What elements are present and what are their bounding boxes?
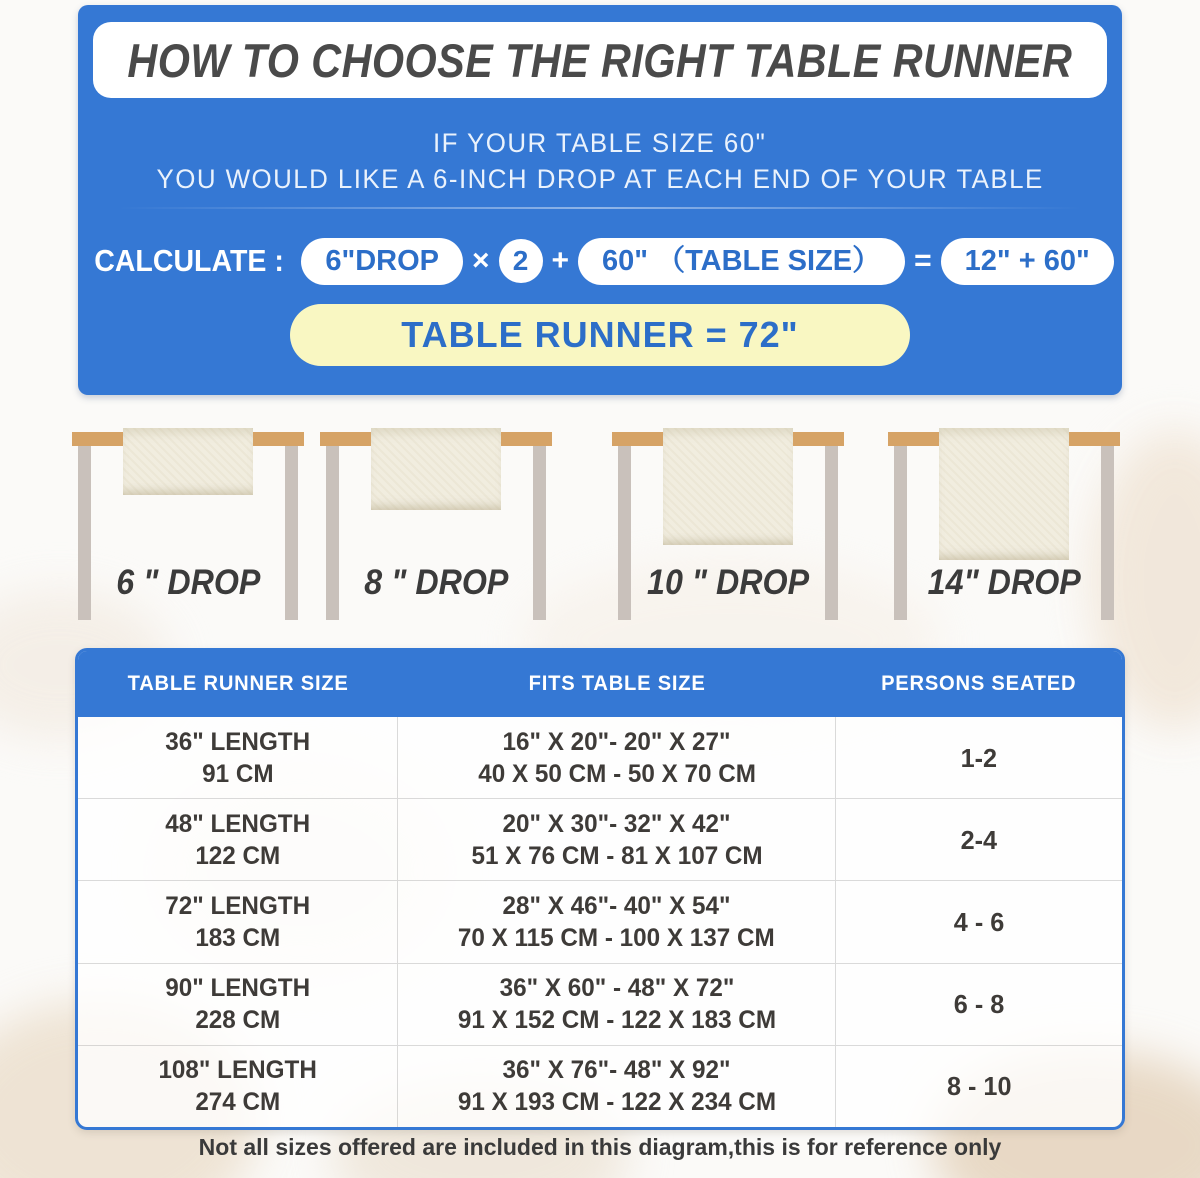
table-row (78, 717, 1122, 798)
sum-pill: 12" + 60" (941, 238, 1114, 285)
multiply-operator: × (471, 244, 490, 277)
cell-persons: 8 - 10 (946, 1071, 1012, 1102)
cell-runner-size: 36" LENGTH 91 CM (164, 727, 310, 788)
cell-persons: 4 - 6 (953, 907, 1005, 937)
cell-runner-size: 72" LENGTH 183 CM (164, 892, 310, 952)
result-text: TABLE RUNNER = 72" (401, 314, 799, 355)
title-banner (93, 22, 1107, 98)
drop-label: 6 " DROP (115, 563, 261, 602)
drop-value-pill: 6"DROP (301, 238, 463, 285)
size-chart-panel (75, 648, 1125, 1130)
cell-fits-size: 36" X 76"- 48" X 92" 91 X 193 CM - 122 X 234 CM (397, 1046, 837, 1127)
equals-operator: = (914, 244, 932, 277)
table-size-pill: 60" （TABLE SIZE） (578, 238, 905, 285)
table-illustration-10-drop (612, 425, 844, 660)
table-row (78, 798, 1122, 880)
size-chart-body (78, 717, 1122, 1127)
intro-line-1: IF YOUR TABLE SIZE 60" (433, 128, 767, 158)
drop-label: 14" DROP (927, 563, 1081, 602)
factor-circle: 2 (499, 239, 543, 283)
footnote (0, 1134, 1200, 1161)
header-panel (78, 5, 1122, 395)
header-runner-size: TABLE RUNNER SIZE (127, 672, 349, 695)
runner-drop-0 (123, 428, 253, 495)
header-fits-table-size: FITS TABLE SIZE (528, 672, 706, 695)
table-illustration-8-drop (320, 425, 552, 660)
runner-drop-1 (371, 428, 501, 510)
divider-line (118, 207, 1082, 209)
table-row (78, 963, 1122, 1045)
cell-fits-size: 36" X 60" - 48" X 72" 91 X 152 CM - 122 X 183 CM (397, 964, 837, 1045)
intro-text (78, 125, 1122, 197)
cell-persons: 6 - 8 (953, 989, 1005, 1020)
cell-persons: 2-4 (961, 824, 998, 855)
footnote-text: Not all sizes offered are included in this diagram,this is for reference only (198, 1134, 1002, 1160)
table-illustration-14-drop (888, 425, 1120, 660)
table-row (78, 1045, 1122, 1127)
result-pill (290, 304, 910, 366)
header-persons-seated: PERSONS SEATED (881, 672, 1077, 695)
cell-fits-size: 28" X 46"- 40" X 54" 70 X 115 CM - 100 X 137 CM (397, 881, 837, 962)
runner-drop-3 (939, 428, 1069, 560)
page-title: HOW TO CHOOSE THE RIGHT TABLE RUNNER (127, 33, 1073, 87)
calculation-row (78, 233, 1122, 289)
table-illustration-6-drop (72, 425, 304, 660)
cell-runner-size: 48" LENGTH 122 CM (164, 809, 310, 870)
calculate-label: CALCULATE : (94, 243, 285, 278)
table-row (78, 880, 1122, 962)
cell-runner-size: 90" LENGTH 228 CM (164, 974, 310, 1035)
runner-drop-2 (663, 428, 793, 545)
cell-persons: 1-2 (961, 742, 998, 773)
drop-label: 10 " DROP (646, 563, 810, 602)
cell-fits-size: 16" X 20"- 20" X 27" 40 X 50 CM - 50 X 70 CM (397, 717, 837, 798)
cell-fits-size: 20" X 30"- 32" X 42" 51 X 76 CM - 81 X 107 CM (397, 799, 837, 880)
plus-operator: + (551, 244, 570, 277)
drop-label: 8 " DROP (363, 563, 509, 602)
intro-line-2: YOU WOULD LIKE A 6-INCH DROP AT EACH END OF YOUR TABLE (156, 164, 1044, 194)
cell-runner-size: 108" LENGTH 274 CM (158, 1056, 317, 1117)
size-chart-header (78, 651, 1122, 717)
